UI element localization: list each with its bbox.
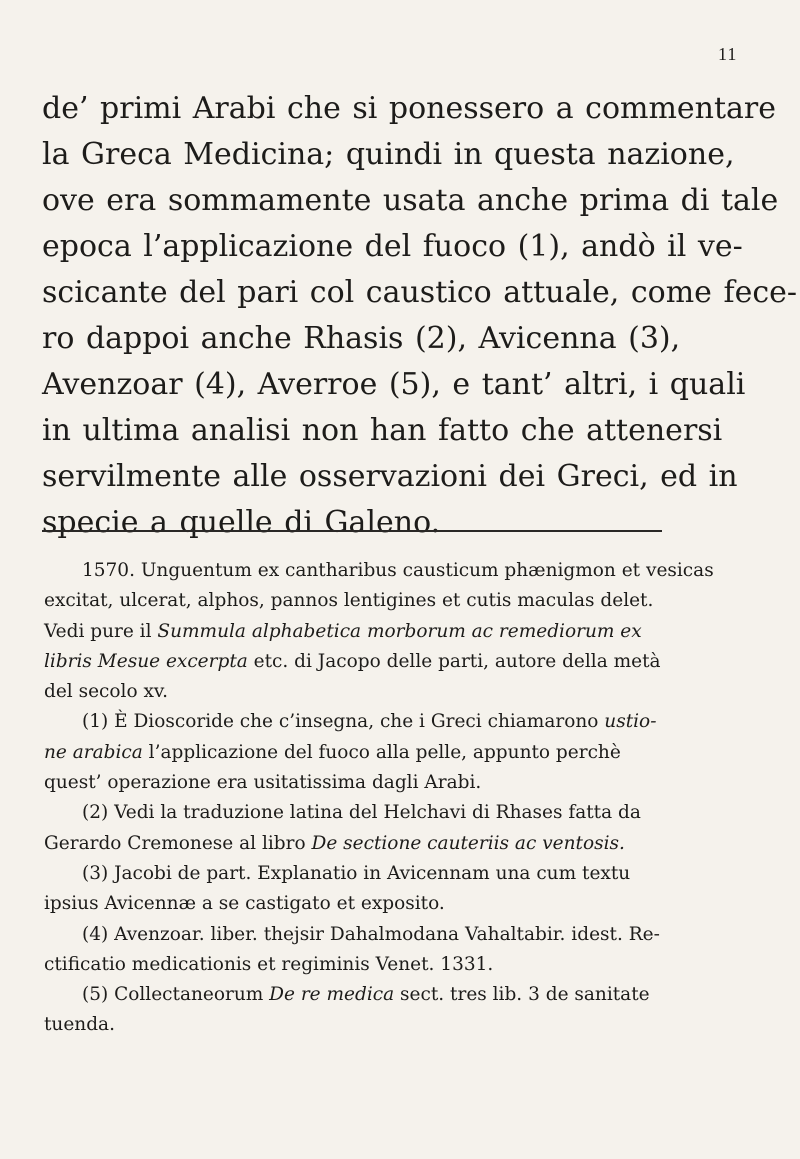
footnote-3-line xyxy=(44,889,764,919)
footnote-text: ctificatio medicationis et regiminis Venet. 1331. xyxy=(44,953,494,975)
main-text-line: de’ primi Arabi che si ponessero a commentare xyxy=(42,91,777,126)
footnotes xyxy=(44,556,764,1041)
footnote-text: 1570. Unguentum ex cantharibus causticum phænigmon et vesicas xyxy=(82,560,714,581)
footnote-text: (3) Jacobi de part. Explanatio in Avicennam una cum textu xyxy=(82,862,631,884)
main-text-line: epoca l’applicazione del fuoco (1), andò il ve- xyxy=(42,229,743,264)
footnote-divider xyxy=(42,530,662,532)
footnote-4-line xyxy=(44,920,764,950)
footnote-2-line xyxy=(44,798,764,828)
main-text xyxy=(42,86,798,546)
footnote-1-line xyxy=(44,738,764,768)
footnote-text: ipsius Avicennæ a se castigato et exposito. xyxy=(44,893,445,915)
footnote-text: excitat, ulcerat, alphos, pannos lentigines et cutis maculas delet. xyxy=(44,590,654,612)
footnote-1570-line xyxy=(44,586,764,616)
main-text-line: servilmente alle osservazioni dei Greci, ed in xyxy=(42,459,738,494)
footnote-text: (5) Collectaneorum xyxy=(82,984,270,1006)
footnote-1570-line xyxy=(44,556,764,586)
term: ne arabica xyxy=(44,741,143,763)
main-text-line: in ultima analisi non han fatto che attenersi xyxy=(42,413,723,448)
footnote-text: (2) Vedi la traduzione latina del Helchavi di Rhases fatta da xyxy=(82,802,641,824)
main-text-line: la Greca Medicina; quindi in questa nazione, xyxy=(42,137,735,172)
footnote-1570-line xyxy=(44,647,764,677)
book-title: Summula alphabetica morborum ac remediorum ex xyxy=(157,620,642,642)
footnote-text: Vedi pure il xyxy=(44,620,158,642)
footnote-5-line xyxy=(44,1010,764,1040)
footnote-text: (1) È Dioscoride che c’insegna, che i Greci chiamarono xyxy=(82,711,605,733)
main-text-line: ro dappoi anche Rhasis (2), Avicenna (3), xyxy=(42,321,681,356)
page-number: 11 xyxy=(718,44,738,64)
main-text-line: specie a quelle di Galeno. xyxy=(42,505,441,540)
footnote-1-line xyxy=(44,768,764,798)
footnote-1570-line xyxy=(44,617,764,647)
footnote-3-line xyxy=(44,859,764,889)
footnote-4-line xyxy=(44,950,764,980)
footnote-text: del secolo xv. xyxy=(44,681,169,703)
footnote-text: sect. tres lib. 3 de sanitate xyxy=(394,984,650,1006)
footnote-1-line xyxy=(44,707,764,737)
footnote-text: (4) Avenzoar. liber. thejsir Dahalmodana Vahaltabir. idest. Re- xyxy=(82,923,660,945)
footnote-text: quest’ operazione era usitatissima dagli Arabi. xyxy=(44,772,482,794)
book-title: De re medica xyxy=(269,984,395,1006)
book-title: libris Mesue excerpta xyxy=(44,650,248,672)
book-title: De sectione cauteriis ac ventosis. xyxy=(311,832,625,854)
footnote-5-line xyxy=(44,980,764,1010)
footnote-2-line xyxy=(44,829,764,859)
main-text-line: scicante del pari col caustico attuale, come fece- xyxy=(42,275,798,310)
main-text-line: Avenzoar (4), Averroe (5), e tant’ altri, i quali xyxy=(42,367,746,402)
footnote-text: l’applicazione del fuoco alla pelle, appunto perchè xyxy=(142,741,621,763)
main-text-line: ove era sommamente usata anche prima di tale xyxy=(42,183,779,218)
footnote-text: tuenda. xyxy=(44,1014,115,1036)
footnote-text: etc. di Jacopo delle parti, autore della metà xyxy=(247,650,661,672)
term: ustio- xyxy=(604,711,657,733)
footnote-1570-line xyxy=(44,677,764,707)
footnote-text: Gerardo Cremonese al libro xyxy=(44,832,312,854)
